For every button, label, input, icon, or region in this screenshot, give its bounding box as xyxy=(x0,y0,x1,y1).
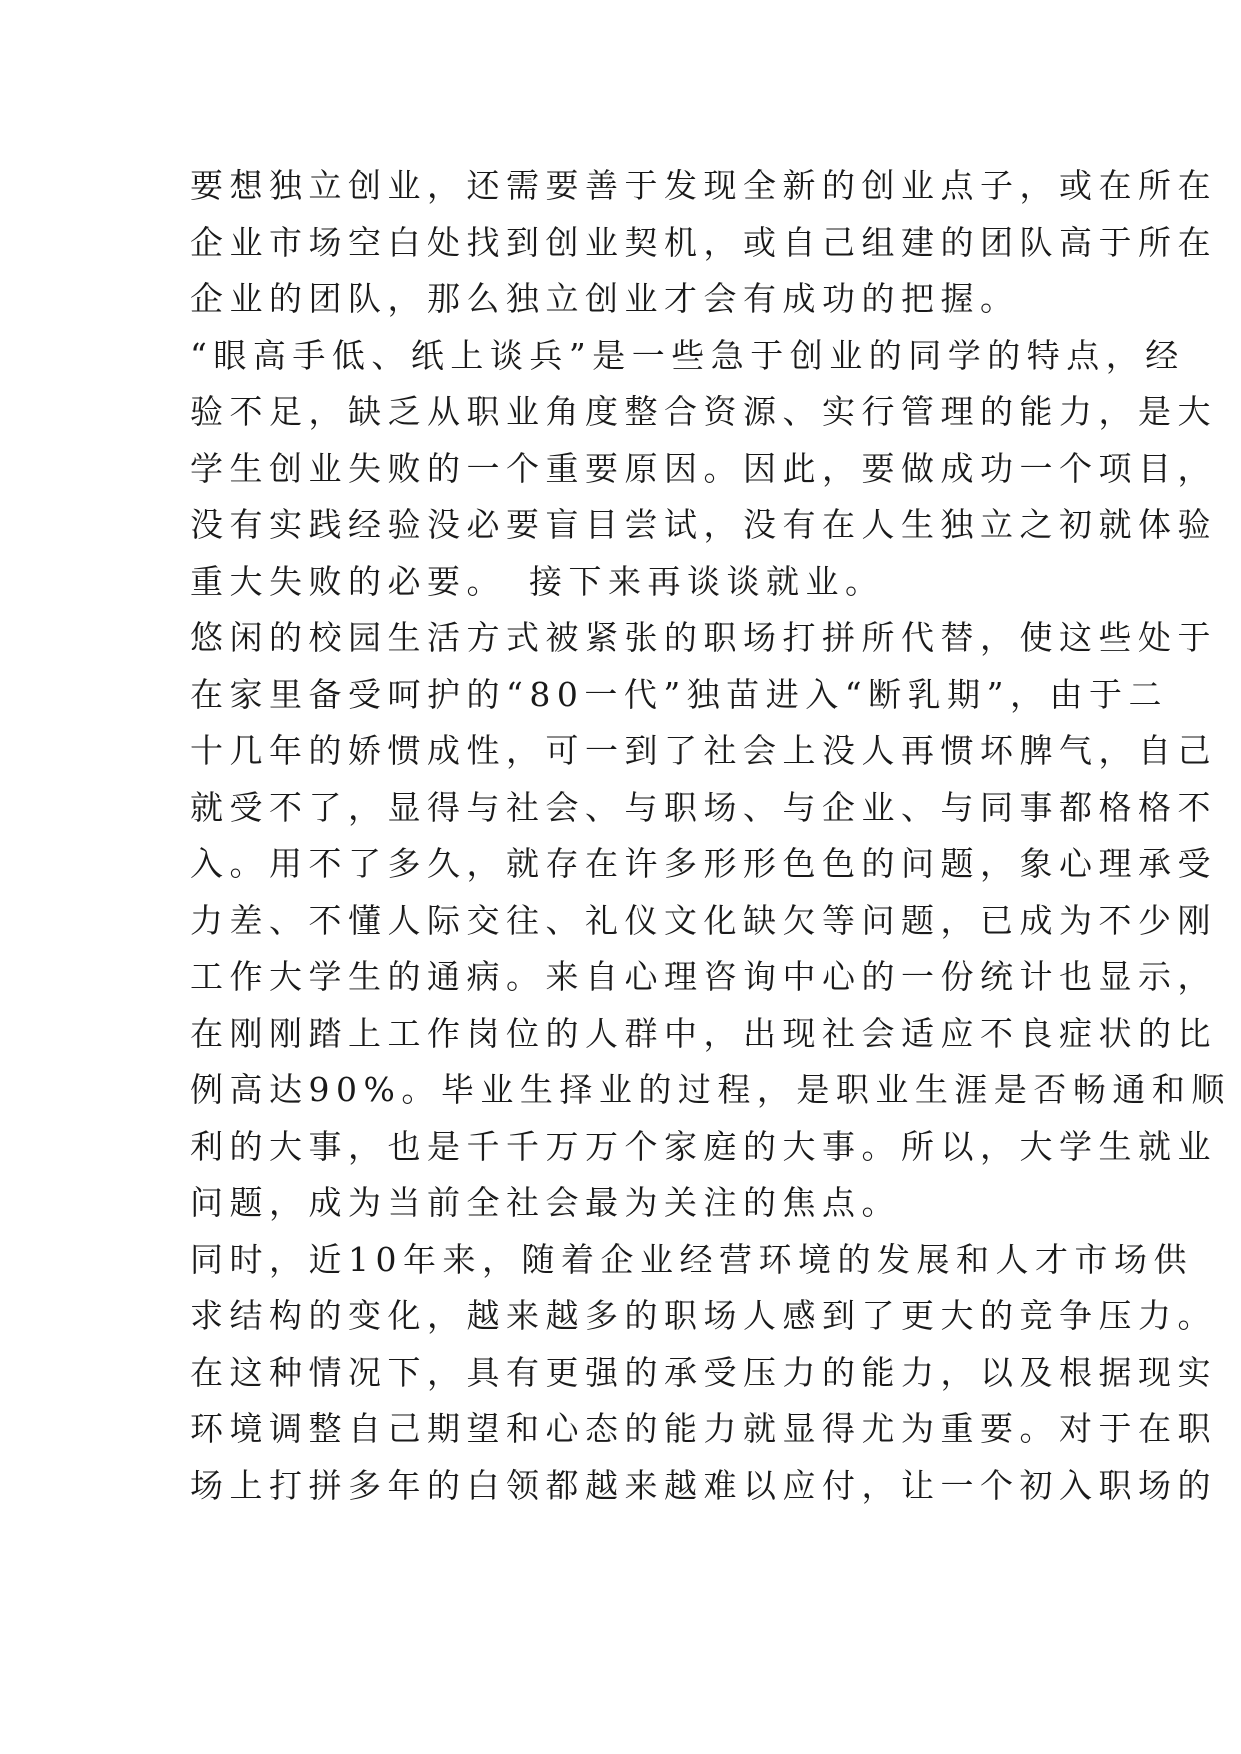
text-line: 例高达90%。毕业生择业的过程，是职业生涯是否畅通和顺 xyxy=(190,1070,1231,1109)
text-line: 悠闲的校园生活方式被紧张的职场打拼所代替，使这些处于 xyxy=(190,618,1217,657)
text-line: “眼高手低、纸上谈兵”是一些急于创业的同学的特点，经 xyxy=(190,335,1185,375)
text-line: 要想独立创业，还需要善于发现全新的创业点子，或在所在 xyxy=(190,166,1217,205)
text-line: 在这种情况下，具有更强的承受压力的能力，以及根据现实 xyxy=(190,1352,1217,1392)
text-line: 在刚刚踏上工作岗位的人群中，出现社会适应不良症状的比 xyxy=(190,1013,1217,1053)
text-line: 没有实践经验没必要盲目尝试，没有在人生独立之初就体验 xyxy=(190,505,1217,544)
document-body xyxy=(190,158,1231,1514)
text-line: 入。用不了多久，就存在许多形形色色的问题，象心理承受 xyxy=(190,844,1217,883)
text-line: 力差、不懂人际交往、礼仪文化缺欠等问题，已成为不少刚 xyxy=(190,900,1217,940)
text-line: 企业市场空白处找到创业契机，或自己组建的团队高于所在 xyxy=(190,222,1217,262)
text-line: 就受不了，显得与社会、与职场、与企业、与同事都格格不 xyxy=(190,787,1217,827)
text-line: 重大失败的必要。 接下来再谈谈就业。 xyxy=(190,561,885,601)
text-line: 工作大学生的通病。来自心理咨询中心的一份统计也显示， xyxy=(190,957,1217,996)
text-line: 场上打拼多年的白领都越来越难以应付，让一个初入职场的 xyxy=(190,1465,1217,1505)
text-line: 学生创业失败的一个重要原因。因此，要做成功一个项目， xyxy=(190,448,1217,488)
text-line: 环境调整自己期望和心态的能力就显得尤为重要。对于在职 xyxy=(190,1409,1217,1448)
text-line: 验不足，缺乏从职业角度整合资源、实行管理的能力，是大 xyxy=(190,392,1217,431)
text-line: 企业的团队，那么独立创业才会有成功的把握。 xyxy=(190,279,1020,318)
text-line: 利的大事，也是千千万万个家庭的大事。所以，大学生就业 xyxy=(190,1126,1217,1166)
text-line: 问题，成为当前全社会最为关注的焦点。 xyxy=(190,1183,901,1222)
text-line: 十几年的娇惯成性，可一到了社会上没人再惯坏脾气，自己 xyxy=(190,731,1217,770)
text-line: 在家里备受呵护的“80一代”独苗进入“断乳期”，由于二 xyxy=(190,674,1168,714)
text-line: 同时，近10年来，随着企业经营环境的发展和人才市场供 xyxy=(190,1239,1193,1279)
text-line: 求结构的变化，越来越多的职场人感到了更大的竞争压力。 xyxy=(190,1296,1217,1335)
